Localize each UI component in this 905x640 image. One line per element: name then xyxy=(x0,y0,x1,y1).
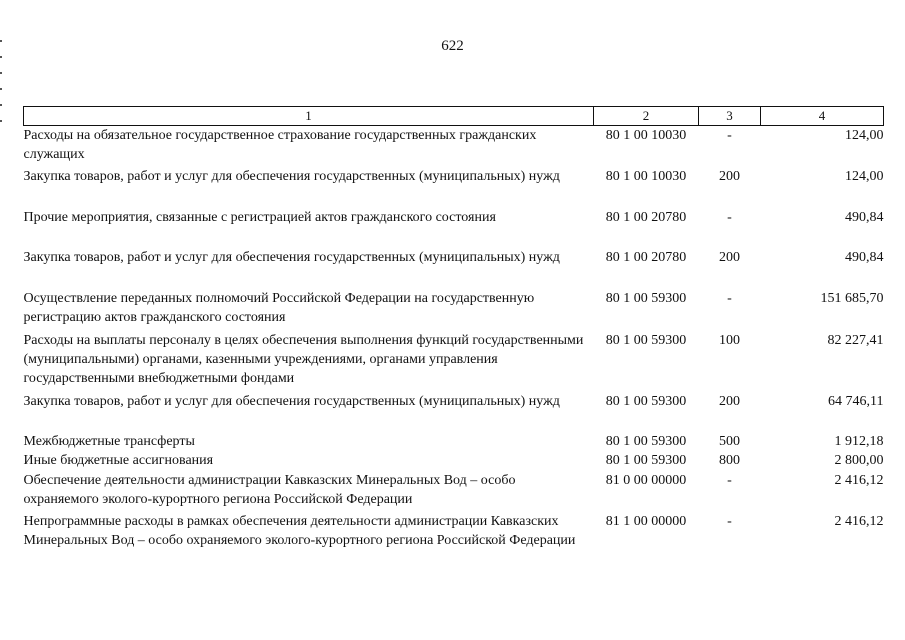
table-row xyxy=(24,451,884,471)
row-type: 500 xyxy=(719,434,740,449)
row-name: Осуществление переданных полномочий Российской Федерации на государственную регистрацию актов гражданского состояния xyxy=(23,291,535,325)
row-code: 81 1 00 00000 xyxy=(605,514,687,529)
row-type: - xyxy=(727,128,732,143)
table-row xyxy=(24,392,884,432)
row-type: 100 xyxy=(719,333,740,348)
row-sum: 151 685,70 xyxy=(820,291,884,306)
row-sum: 82 227,41 xyxy=(827,333,884,348)
row-type: 800 xyxy=(719,453,740,468)
row-sum: 2 416,12 xyxy=(834,514,884,529)
row-name: Непрограммные расходы в рамках обеспечения деятельности администрации Кавказских Минеральных Вод – особо охраняемого эколого-курортного региона Российской Федерации xyxy=(23,514,576,548)
table-row xyxy=(24,471,884,512)
row-code: 80 1 00 59300 xyxy=(605,333,687,348)
table-row xyxy=(24,289,884,331)
table-row xyxy=(24,167,884,208)
row-name: Прочие мероприятия, связанные с регистрацией актов гражданского состояния xyxy=(23,210,496,225)
row-code: 80 1 00 10030 xyxy=(605,128,687,143)
row-sum: 124,00 xyxy=(845,128,884,143)
column-header-type: 3 xyxy=(699,107,761,126)
row-name: Иные бюджетные ассигнования xyxy=(23,453,214,468)
row-code: 80 1 00 59300 xyxy=(605,291,687,306)
row-type: 200 xyxy=(719,394,740,409)
row-code: 80 1 00 20780 xyxy=(605,210,687,225)
row-sum: 2 800,00 xyxy=(834,453,884,468)
row-sum: 1 912,18 xyxy=(834,434,884,449)
row-type: - xyxy=(727,210,732,225)
row-type: - xyxy=(727,291,732,306)
row-code: 80 1 00 59300 xyxy=(605,453,687,468)
row-name: Расходы на обязательное государственное страхование государственных гражданских служащих xyxy=(23,128,537,162)
row-code: 80 1 00 59300 xyxy=(605,434,687,449)
row-code: 80 1 00 10030 xyxy=(605,169,687,184)
row-name: Расходы на выплаты персоналу в целях обеспечения выполнения функций государственными (муниципальными) органами, казенными учреждениями, органами управления государственными внебюджетными фондами xyxy=(23,333,584,386)
row-sum: 490,84 xyxy=(845,210,884,225)
row-name: Закупка товаров, работ и услуг для обеспечения государственных (муниципальных) нужд xyxy=(23,169,560,184)
page-number: 622 xyxy=(441,38,464,54)
table-row xyxy=(24,331,884,392)
table-row xyxy=(24,248,884,289)
row-sum: 64 746,11 xyxy=(828,394,884,409)
column-header-name: 1 xyxy=(24,107,594,126)
budget-table xyxy=(23,106,884,572)
row-type: - xyxy=(727,514,732,529)
row-sum: 124,00 xyxy=(845,169,884,184)
row-code: 81 0 00 00000 xyxy=(605,473,687,488)
table-row xyxy=(24,126,884,168)
row-name: Закупка товаров, работ и услуг для обеспечения государственных (муниципальных) нужд xyxy=(23,250,560,265)
row-type: 200 xyxy=(719,169,740,184)
row-code: 80 1 00 20780 xyxy=(605,250,687,265)
row-type: - xyxy=(727,473,732,488)
row-sum: 490,84 xyxy=(845,250,884,265)
column-header-sum: 4 xyxy=(761,107,884,126)
column-header-code: 2 xyxy=(594,107,699,126)
row-type: 200 xyxy=(719,250,740,265)
row-name: Закупка товаров, работ и услуг для обеспечения государственных (муниципальных) нужд xyxy=(23,394,560,409)
row-code: 80 1 00 59300 xyxy=(605,394,687,409)
row-name: Межбюджетные трансферты xyxy=(23,434,195,449)
table-row xyxy=(24,512,884,572)
table-row xyxy=(24,208,884,248)
table-header-row xyxy=(24,107,884,126)
table-row xyxy=(24,432,884,451)
row-sum: 2 416,12 xyxy=(834,473,884,488)
row-name: Обеспечение деятельности администрации Кавказских Минеральных Вод – особо охраняемого эколого-курортного региона Российской Федерации xyxy=(23,473,516,507)
